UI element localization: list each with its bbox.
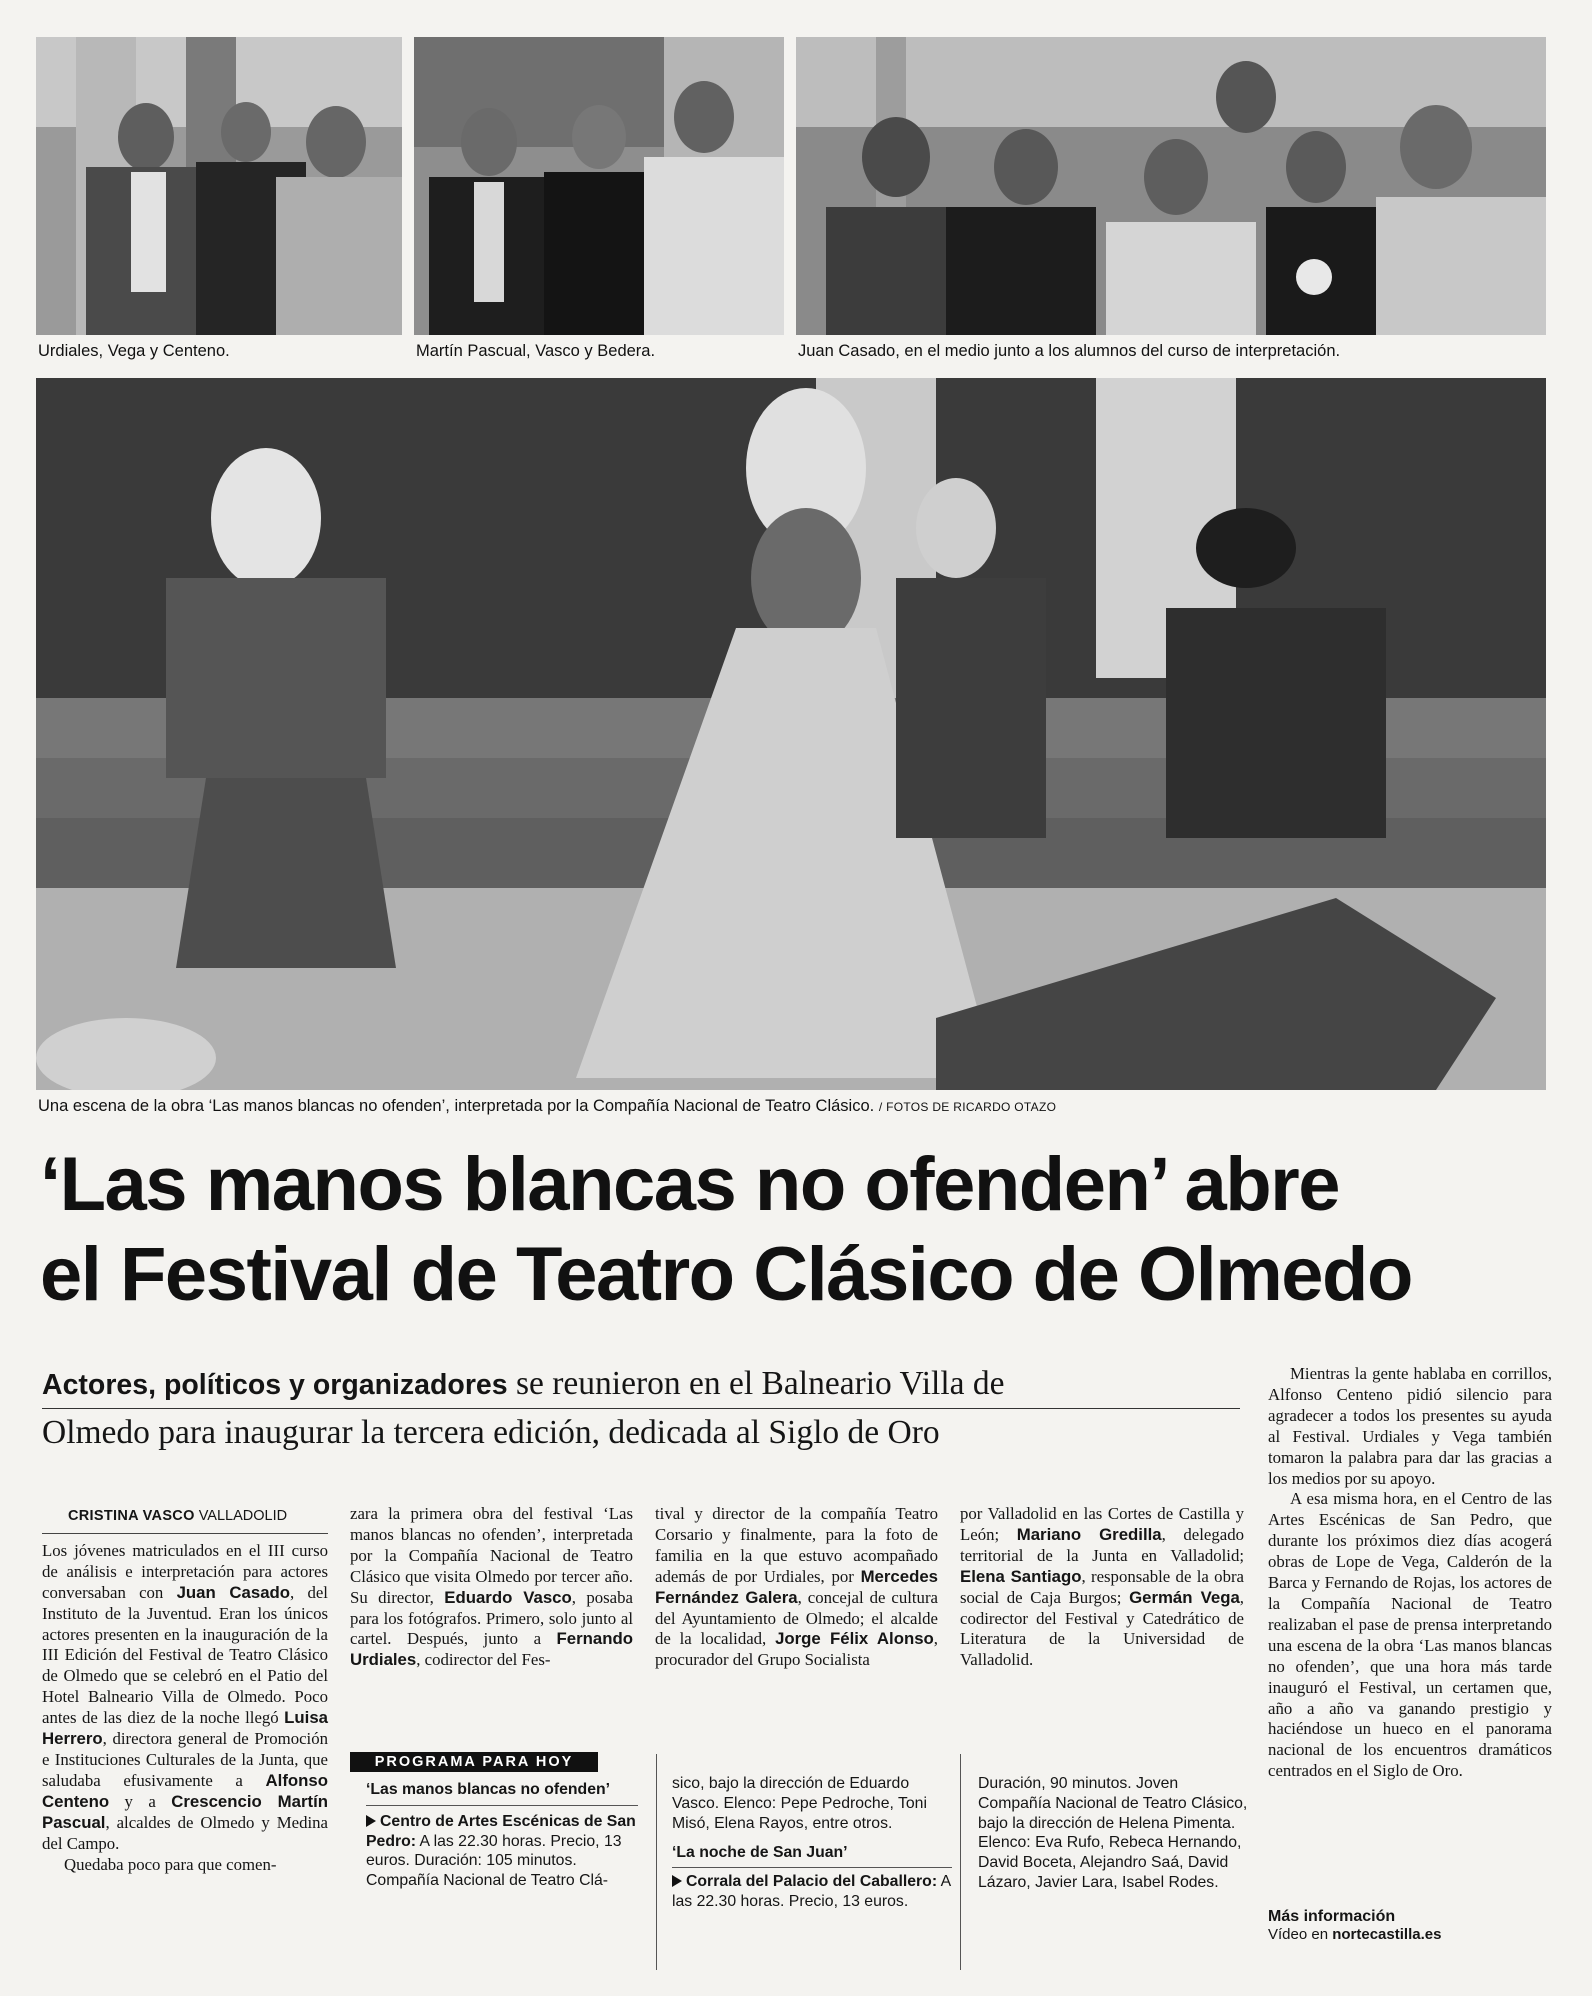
byline [42,1502,328,1534]
programa-column-3 [978,1774,1248,1893]
photo-martin-pascual-vasco-bedera [414,37,784,335]
article-column-2 [350,1504,633,1671]
byline-place: VALLADOLID [198,1508,288,1524]
more-info-video: Vídeo en nortecastilla.es [1268,1926,1442,1943]
more-info [1268,1908,1441,1943]
show1-info: Centro de Artes Escénicas de San Pedro: A las 22.30 horas. Precio, 13 euros. Duración: 105 minutos. Compañía Nacional de Teatro Clá- [366,1812,636,1890]
photo-escena-las-manos-blancas [36,378,1546,1090]
paragraph: tival y director de la compañía Teatro Corsario y finalmente, para la foto de familia en la que estuvo acompañado además de por Urdiales, por Mercedes Fernández Galera, concejal de cultura del Ayuntamiento de Olmedo; el alcalde de la localidad, Jorge Félix Alonso, procurador del Grupo Socialista [655,1504,938,1670]
headline-line-2: el Festival de Teatro Clásico de Olmedo [40,1232,1412,1317]
photo-credit: / FOTOS DE RICARDO OTAZO [878,1100,1057,1114]
photo2-caption: Martín Pascual, Vasco y Bedera. [416,342,656,360]
programa-para-hoy-box [350,1752,958,1972]
photo-juan-casado-alumnos [796,37,1546,335]
programa-divider-right [960,1754,961,1970]
subhead-rule [42,1408,1240,1409]
article-column-1 [42,1502,328,1875]
programa-label: PROGRAMA PARA HOY [350,1752,598,1772]
paragraph: zara la primera obra del festival ‘Las manos blancas no ofenden’, interpretada por la Compañía Nacional de Teatro Clásico que visita Olmedo por tercer año. Su director, Eduardo Vasco, posaba para los fotógrafos. Primero, solo junto al cartel. Después, junto a Fernando Urdiales, codirector del Fes- [350,1504,633,1670]
programa-column-1 [366,1780,638,1891]
headline-line-1: ‘Las manos blancas no ofenden’ abre [40,1142,1339,1227]
show1-title: ‘Las manos blancas no ofenden’ [366,1781,611,1798]
article-column-4 [960,1504,1244,1671]
paragraph: A esa misma hora, en el Centro de las Artes Escénicas de San Pedro, que durante los próximos diez días acogerá obras de Lope de Vega, Calderón de la Barca y Fernando de Rojas, los actores de la Compañía Nacional de Teatro realizaban el pase de prensa interpretando una escena de la obra ‘Las manos blancas no ofenden’, que una hora más tarde inauguró el Festival, un certamen que, año a año va ganando prestigio y haciéndose un hueco en el panorama nacional de los encuentros dramáticos centrados en el Siglo de Oro. [1268,1489,1552,1781]
show2-info: Corrala del Palacio del Caballero: A las 22.30 horas. Precio, 13 euros. [672,1873,951,1910]
main-caption-text: Una escena de la obra ‘Las manos blancas no ofenden’, interpretada por la Compañía Nacional de Teatro Clásico. [38,1097,875,1115]
show2-title: ‘La noche de San Juan’ [672,1844,848,1862]
paragraph: Los jóvenes matriculados en el III curso de análisis e interpretación para actores conversaban con Juan Casado, del Instituto de la Juventud. Eran los únicos actores presenten en la inauguración de la III Edición del Festival de Teatro Clásico de Olmedo que se celebró en el Patio del Hotel Balneario Villa de Olmedo. Poco antes de las diez de la noche llegó Luisa Herrero, directora general de Promoción e Instituciones Culturales de la Junta, que saludaba efusivamente a Alfonso Centeno y a Crescencio Martín Pascual, alcaldes de Olmedo y Medina del Campo. [42,1540,328,1853]
paragraph: Quedaba poco para que comen- [64,1854,277,1874]
paragraph: por Valladolid en las Cortes de Castilla y León; Mariano Gredilla, delegado territorial de la Junta en Valladolid; Elena Santiago, responsable de la obra social de Caja Burgos; Germán Vega, codirector del Festival y Catedrático de Literatura de la Universidad de Valladolid. [960,1504,1245,1670]
main-photo-caption [38,1097,1056,1116]
subhead-lead: Actores, políticos y organizadores [42,1369,508,1401]
headline [40,1140,1560,1320]
subhead-line-2: Olmedo para inaugurar la tercera edición, dedicada al Siglo de Oro [42,1414,940,1451]
article-column-5 [1268,1364,1552,1782]
programa-column-2 [672,1774,952,1912]
subhead-rest-line-1: se reunieron en el Balneario Villa de [507,1365,1005,1402]
show1-info-cont: sico, bajo la dirección de Eduardo Vasco. Elenco: Pepe Pedroche, Toni Misó, Elena Rayos, entre otros. [672,1775,927,1832]
triangle-bullet-icon [366,1815,376,1827]
show2-info-cont: Duración, 90 minutos. Joven Compañía Nacional de Teatro Clásico, bajo la dirección de Helena Pimenta. Elenco: Eva Rufo, Rebeca Hernando, David Boceta, Alejandro Saá, David Lázaro, Javier Lara, Isabel Rodes. [978,1775,1248,1891]
subheadline [42,1360,1240,1456]
programa-divider [656,1754,657,1970]
article-column-3 [655,1504,938,1671]
byline-author: CRISTINA VASCO [68,1508,195,1524]
photo-urdiales-vega-centeno [36,37,402,335]
paragraph: Mientras la gente hablaba en corrillos, Alfonso Centeno pidió silencio para agradecer a todos los presentes su ayuda al Festival. Urdiales y Vega también tomaron la palabra para dar las gracias a los medios por su apoyo. [1268,1364,1552,1488]
site-link[interactable]: nortecastilla.es [1332,1926,1442,1943]
photo1-caption: Urdiales, Vega y Centeno. [38,342,230,360]
photo3-caption: Juan Casado, en el medio junto a los alumnos del curso de interpretación. [798,342,1341,360]
more-info-title: Más información [1268,1908,1396,1925]
triangle-bullet-icon [672,1875,682,1887]
